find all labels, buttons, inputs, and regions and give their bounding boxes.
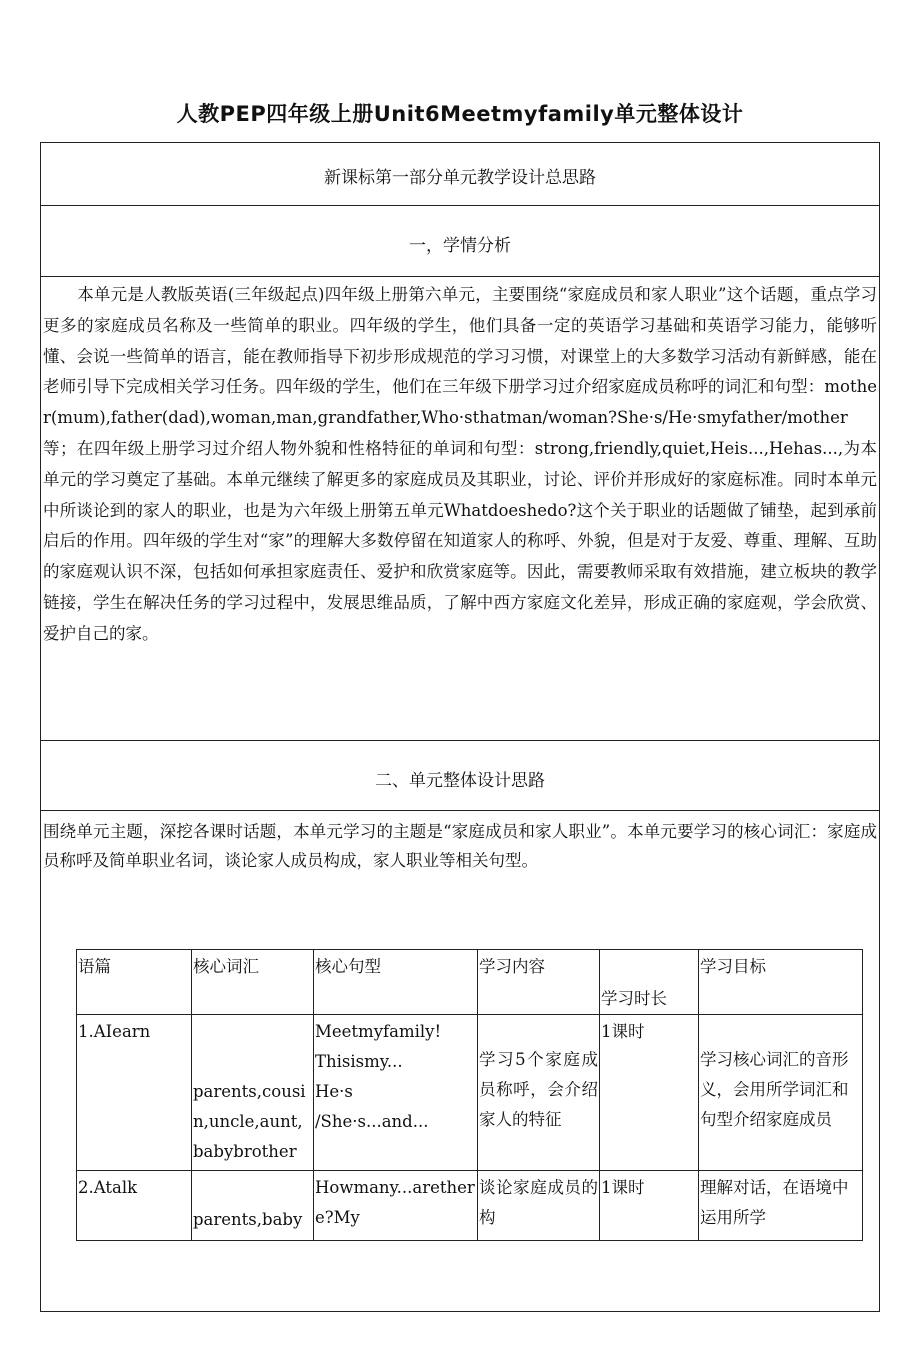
row2-vocab: parents,baby xyxy=(192,1171,314,1241)
header-vocab: 核心词汇 xyxy=(192,950,314,1015)
section2-heading: 二、单元整体设计思路 xyxy=(375,771,545,791)
row-divider xyxy=(41,276,879,277)
lesson-table-wrap xyxy=(76,949,862,1349)
lesson-table xyxy=(76,949,863,1241)
design-table xyxy=(40,142,880,1312)
overall-heading: 新课标第一部分单元教学设计总思路 xyxy=(324,168,596,188)
row2-goal: 理解对话，在语境中运用所学 xyxy=(699,1171,863,1241)
row-divider xyxy=(41,740,879,741)
row1-vocab: parents,cousin,uncle,aunt,babybrother xyxy=(192,1015,314,1171)
header-sentence: 核心句型 xyxy=(314,950,478,1015)
row1-goal: 学习核心词汇的音形义，会用所学词汇和句型介绍家庭成员 xyxy=(699,1015,863,1171)
row2-content: 谈论家庭成员的构 xyxy=(478,1171,600,1241)
row1-content: 学习5个家庭成员称呼，会介绍家人的特征 xyxy=(478,1015,600,1171)
header-goal: 学习目标 xyxy=(699,950,863,1015)
section1-heading: 一，学情分析 xyxy=(409,236,511,256)
row1-duration: 1课时 xyxy=(600,1015,699,1171)
row1-sentence-line: Thisismy... xyxy=(315,1052,403,1071)
row1-text: 1.AIearn xyxy=(77,1015,192,1171)
section2-body: 围绕单元主题，深挖各课时话题，本单元学习的主题是“家庭成员和家人职业”。本单元要学习的核心词汇：家庭成员称呼及简单职业名词，谈论家人成员构成，家人职业等相关句型。 xyxy=(43,822,877,870)
row2-text: 2.Atalk xyxy=(77,1171,192,1241)
row2-duration: 1课时 xyxy=(600,1171,699,1241)
header-content: 学习内容 xyxy=(478,950,600,1015)
row-divider xyxy=(41,205,879,206)
header-text: 语篇 xyxy=(77,950,192,1015)
row2-sentence: Howmany...arethere?My xyxy=(314,1171,478,1241)
document-title: 人教PEP四年级上册Unit6Meetmyfamily单元整体设计 xyxy=(176,102,744,126)
row1-sentence-line: Meetmyfamily! xyxy=(315,1022,442,1041)
row1-sentence xyxy=(314,1015,478,1171)
row-divider xyxy=(41,810,879,811)
table-row xyxy=(77,1171,863,1241)
section1-body: 本单元是人教版英语(三年级起点)四年级上册第六单元，主要围绕“家庭成员和家人职业”这个话题，重点学习更多的家庭成员名称及一些简单的职业。四年级的学生，他们具备一定的英语学习基础和英语学习能力，能够听懂、会说一些简单的语言，能在教师指导下初步形成规范的学习习惯，对课堂上的大多数学习活动有新鲜感，能在老师引导下完成相关学习任务。四年级的学生，他们在三年级下册学习过介绍家庭成员称呼的词汇和句型：mother(mum),father(dad),woman,man,grandfather,Who·sthatman/woman?She·s/He·smyfather/mother等；在四年级上册学习过介绍人物外貌和性格特征的单词和句型：strong,friendly,quiet,Heis...,Hehas...,为本单元的学习奠定了基础。本单元继续了解更多的家庭成员及其职业，讨论、评价并形成好的家庭标准。同时本单元中所谈论到的家人的职业，也是为六年级上册第五单元Whatdoeshedo?这个关于职业的话题做了铺垫，起到承前启后的作用。四年级的学生对“家”的理解大多数停留在知道家人的称呼、外貌，但是对于友爱、尊重、理解、互助的家庭观认识不深，包括如何承担家庭责任、爱护和欣赏家庭等。因此，需要教师采取有效措施，建立板块的教学链接，学生在解决任务的学习过程中，发展思维品质，了解中西方家庭文化差异，形成正确的家庭观，学会欣赏、爱护自己的家。 xyxy=(43,285,877,643)
table-row xyxy=(77,1015,863,1171)
row1-sentence-line: /She·s...and... xyxy=(315,1112,429,1131)
header-duration: 学习时长 xyxy=(600,950,699,1015)
table-header-row xyxy=(77,950,863,1015)
row1-sentence-line: He·s xyxy=(315,1082,353,1101)
